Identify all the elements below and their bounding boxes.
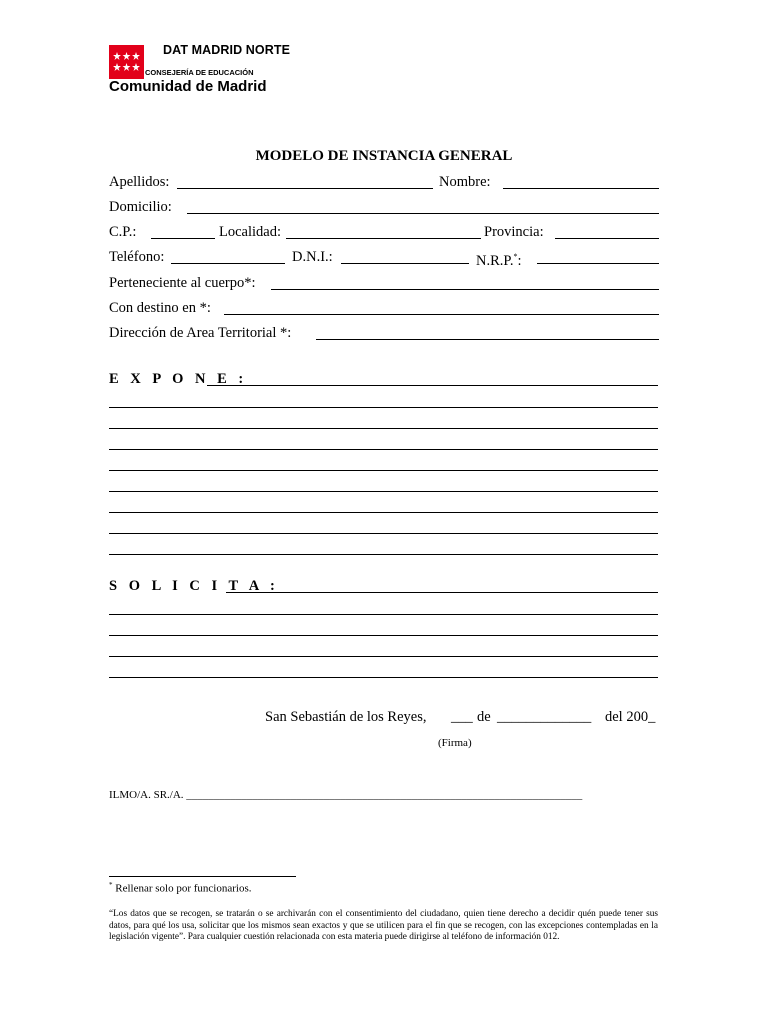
- row-direccion: [109, 323, 659, 343]
- row-destino: [109, 298, 659, 318]
- localidad-label: Localidad:: [219, 224, 282, 240]
- date-de-label: de: [477, 709, 491, 725]
- date-place: San Sebastián de los Reyes,: [265, 709, 427, 725]
- localidad-field[interactable]: [286, 238, 481, 239]
- destino-field[interactable]: [224, 314, 659, 315]
- solicita-line[interactable]: [109, 614, 658, 615]
- firma-label: (Firma): [438, 737, 472, 749]
- dni-label: D.N.I.:: [292, 249, 333, 265]
- date-day-field[interactable]: ___: [451, 709, 473, 725]
- row-domicilio: [109, 197, 659, 217]
- domicilio-label: Domicilio:: [109, 199, 172, 215]
- provincia-label: Provincia:: [484, 224, 544, 240]
- telefono-field[interactable]: [171, 263, 285, 264]
- date-month-field[interactable]: _____________: [497, 709, 592, 725]
- domicilio-field[interactable]: [187, 213, 659, 214]
- expone-line[interactable]: [109, 449, 658, 450]
- form-title: MODELO DE INSTANCIA GENERAL: [255, 148, 513, 164]
- row-cp: [109, 222, 659, 242]
- row-apellidos: [109, 172, 659, 192]
- row-cuerpo: [109, 273, 659, 293]
- madrid-flag-icon: [109, 45, 144, 79]
- department-name: CONSEJERÍA DE EDUCACIÓN: [145, 68, 254, 77]
- apellidos-label: Apellidos:: [109, 174, 170, 190]
- expone-line[interactable]: [207, 385, 658, 386]
- legal-notice: “Los datos que se recogen, se tratarán o se archivarán con el consentimiento del ciudadano, quien tiene derecho a decidir quén puede tener sus datos, para qué los usa, solicitar que los mismos sean exactos y que se utilicen para el fin que se recogen, con las excepciones contempladas en la legislación vigente”. Para cualquier cuestión relacionada con esta materia puede dirigirse al teléfono de información 012.: [109, 909, 658, 943]
- nrp-field[interactable]: [537, 263, 659, 264]
- expone-line[interactable]: [109, 533, 658, 534]
- date-year: del 200_: [605, 709, 656, 725]
- cuerpo-label: Perteneciente al cuerpo*:: [109, 275, 256, 291]
- region-name: Comunidad de Madrid: [109, 78, 267, 95]
- expone-line[interactable]: [109, 428, 658, 429]
- dni-field[interactable]: [341, 263, 469, 264]
- solicita-line[interactable]: [226, 592, 658, 593]
- direccion-label: Dirección de Area Territorial *:: [109, 325, 292, 341]
- nombre-label: Nombre:: [439, 174, 491, 190]
- solicita-heading: S O L I C I T A :: [109, 578, 279, 594]
- expone-line[interactable]: [109, 512, 658, 513]
- solicita-line[interactable]: [109, 677, 658, 678]
- nrp-label: [476, 247, 522, 271]
- cuerpo-field[interactable]: [271, 289, 659, 290]
- footnote: [109, 881, 252, 895]
- cp-label: C.P.:: [109, 224, 137, 240]
- apellidos-field[interactable]: [177, 188, 433, 189]
- nrp-label-text: N.R.P.: [476, 252, 514, 269]
- ilmo-line[interactable]: ILMO/A. SR./A. ________________________________________________________________________: [109, 789, 583, 801]
- telefono-label: Teléfono:: [109, 249, 165, 265]
- expone-line[interactable]: [109, 407, 658, 408]
- cp-field[interactable]: [151, 238, 215, 239]
- expone-line[interactable]: [109, 491, 658, 492]
- direccion-field[interactable]: [316, 339, 659, 340]
- provincia-field[interactable]: [555, 238, 659, 239]
- row-telefono: [109, 247, 659, 267]
- nrp-footnote-mark: *: [513, 252, 518, 261]
- footnote-rule: [109, 876, 296, 877]
- destino-label: Con destino en *:: [109, 300, 211, 316]
- organization-name: DAT MADRID NORTE: [163, 43, 291, 57]
- nombre-field[interactable]: [503, 188, 659, 189]
- solicita-line[interactable]: [109, 656, 658, 657]
- footnote-mark: *: [109, 881, 113, 889]
- expone-heading: E X P O N E :: [109, 371, 248, 387]
- nrp-colon: :: [517, 252, 522, 269]
- expone-line[interactable]: [109, 554, 658, 555]
- expone-line[interactable]: [109, 470, 658, 471]
- footnote-text: Rellenar solo por funcionarios.: [115, 882, 252, 895]
- solicita-line[interactable]: [109, 635, 658, 636]
